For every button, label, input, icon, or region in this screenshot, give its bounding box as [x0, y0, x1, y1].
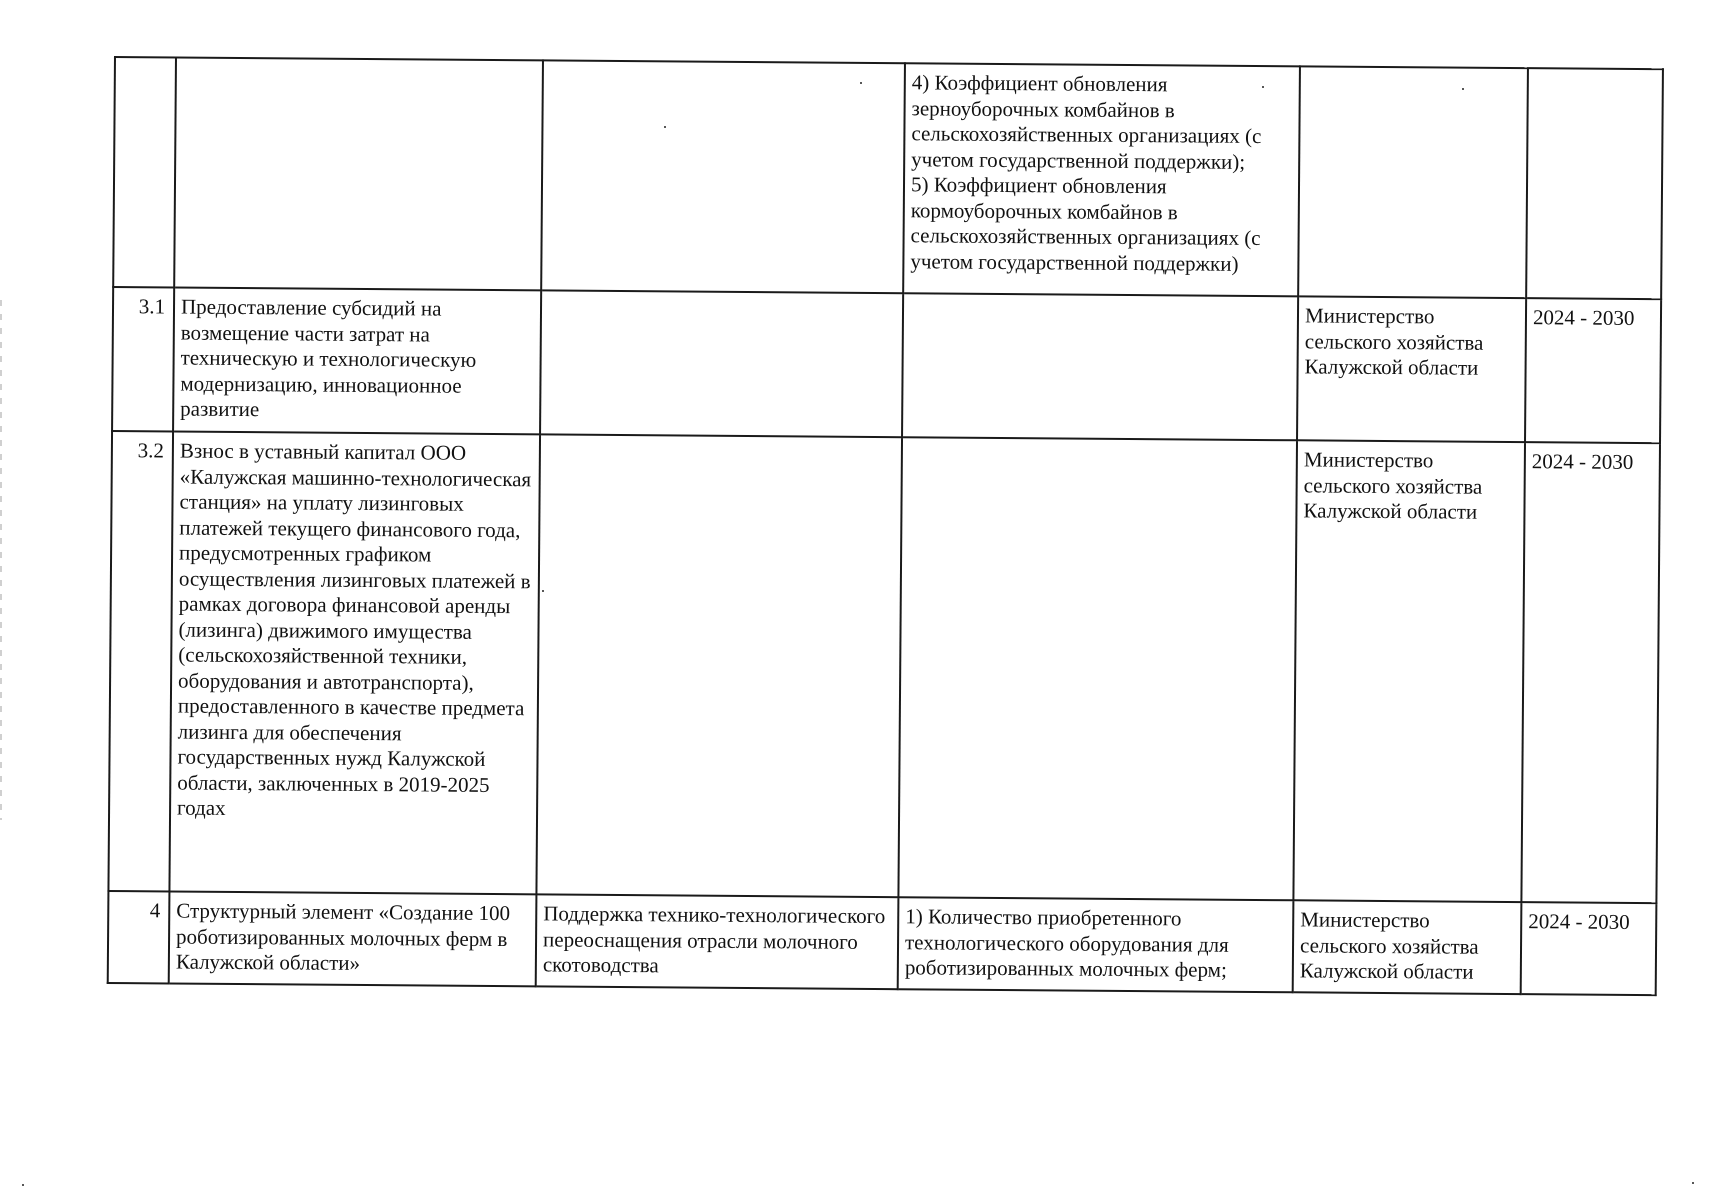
- program-activities-table: [107, 56, 1664, 996]
- indicators-cell: 4) Коэффициент обновления зерноуборочных комбайнов в сельскохозяйственных организациях (с учетом государственной поддержки); 5) Коэффициент обновления кормоуборочных комбайнов в сельскохозяйственных организациях (с учетом государственной поддержки): [903, 63, 1300, 296]
- task-cell: [536, 434, 902, 897]
- scan-speck: [664, 126, 666, 128]
- table-row: [112, 287, 1661, 443]
- indicators-cell: [902, 293, 1298, 440]
- indicators-cell: 1) Количество приобретенного технологического оборудования для роботизированных молочных ферм;: [898, 897, 1294, 992]
- period-cell: 2024 - 2030: [1521, 902, 1657, 995]
- responsible-cell: [1298, 66, 1528, 298]
- activity-name-cell: Взнос в уставный капитал ООО «Калужская машинно-технологическая станция» на уплату лизинговых платежей текущего финансового года, предусмотренных графиком осуществления лизинговых платежей в рамках договора финансовой аренды (лизинга) движимого имущества (сельскохозяйственной техники, оборудования и автотранспорта), предоставленного в качестве предмета лизинга для обеспечения государственных нужд Калужской области, заключенных в 2019-2025 годах: [169, 431, 540, 894]
- responsible-cell: Министерство сельского хозяйства Калужской области: [1297, 296, 1526, 442]
- scan-speck: [1262, 86, 1264, 88]
- responsible-cell: Министерство сельского хозяйства Калужской области: [1293, 440, 1525, 902]
- scan-speck: [1462, 88, 1464, 90]
- table-row: [108, 431, 1660, 903]
- table-row: [113, 57, 1663, 299]
- activity-name-cell: Структурный элемент «Создание 100 роботизированных молочных ферм в Калужской области»: [169, 891, 537, 986]
- scan-speck: [542, 590, 544, 592]
- indicators-cell: [898, 437, 1297, 900]
- row-number-cell: 3.2: [108, 431, 173, 891]
- period-cell: 2024 - 2030: [1521, 442, 1660, 903]
- scan-speck: [860, 82, 862, 84]
- period-cell: [1526, 68, 1663, 299]
- row-number-cell: 4: [108, 891, 170, 983]
- task-cell: [541, 60, 905, 293]
- table-row: [108, 891, 1657, 995]
- activity-name-cell: [174, 57, 543, 290]
- scan-speck: [22, 1184, 24, 1186]
- scan-left-edge: [0, 300, 2, 820]
- row-number-cell: [113, 57, 176, 287]
- activity-name-cell: Предоставление субсидий на возмещение части затрат на техническую и технологическую модернизацию, инновационное развитие: [173, 287, 541, 434]
- row-number-cell: 3.1: [112, 287, 174, 431]
- task-cell: [540, 290, 903, 437]
- responsible-cell: Министерство сельского хозяйства Калужской области: [1293, 900, 1522, 994]
- scan-speck: [1692, 1182, 1694, 1184]
- task-cell: Поддержка технико-технологического переоснащения отрасли молочного скотоводства: [536, 894, 899, 989]
- period-cell: 2024 - 2030: [1525, 298, 1661, 443]
